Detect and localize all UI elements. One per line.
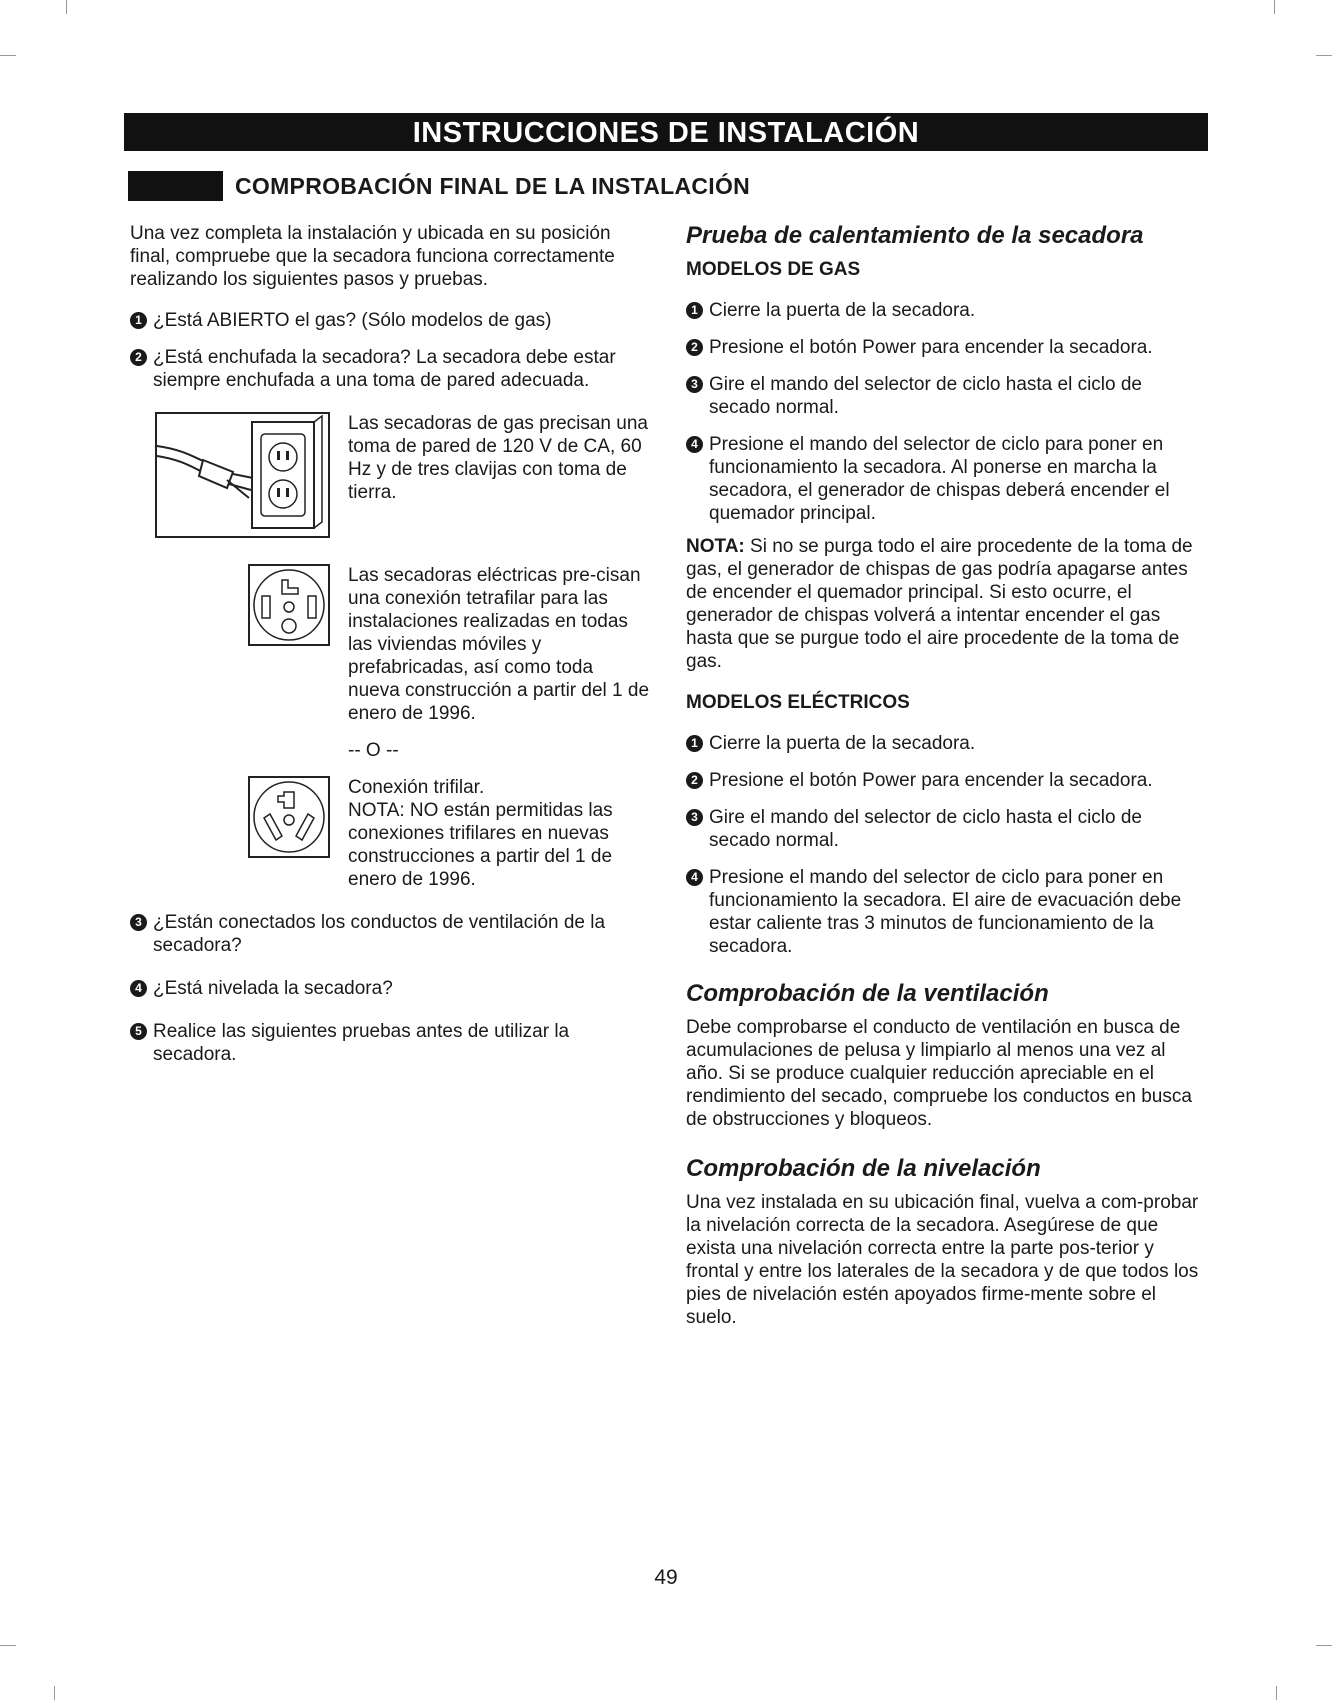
check-step-3 bbox=[130, 911, 650, 957]
crop-mark bbox=[66, 0, 67, 14]
gas-step-1 bbox=[686, 299, 1206, 322]
vent-check-text: Debe comprobarse el conducto de ventilación en busca de acumulaciones de pelusa y limpiarlo al menos una vez al año. Si se produce cualquier reducción apreciable en el rendimiento del secado, compruebe los conductos en busca de obstrucciones y bloqueos. bbox=[686, 1017, 1192, 1130]
level-check-text: Una vez instalada en su ubicación final, vuelva a com-probar la nivelación correcta de la secadora. Asegúrese de que exista una nivelación correcta entre la parte pos-terior y frontal y entre los laterales de la secadora y de que todos los pies de nivelación estén apoyados firme-mente sobre el suelo. bbox=[686, 1192, 1199, 1328]
crop-mark bbox=[1274, 0, 1275, 14]
crop-mark bbox=[1316, 55, 1332, 56]
figure-gas-outlet bbox=[155, 412, 650, 544]
step-number-badge: 1 bbox=[686, 302, 703, 319]
gas-step-4 bbox=[686, 433, 1206, 525]
step-text: Presione el mando del selector de ciclo para poner en funcionamiento la secadora. El aire de evacuación debe estar caliente tras 3 minutos de funcionamiento de la secadora. bbox=[709, 867, 1182, 957]
note-label: NOTA: bbox=[686, 536, 745, 557]
check-step-2 bbox=[130, 346, 650, 392]
right-column bbox=[686, 222, 1206, 1329]
step-number-badge: 3 bbox=[686, 809, 703, 826]
section-marker bbox=[128, 171, 223, 201]
electric-step-4 bbox=[686, 866, 1206, 958]
step-text: Cierre la puerta de la secadora. bbox=[709, 300, 976, 321]
check-step-5 bbox=[130, 1020, 650, 1066]
crop-mark bbox=[1316, 1645, 1332, 1646]
step-text: Cierre la puerta de la secadora. bbox=[709, 733, 976, 754]
electric-step-1 bbox=[686, 732, 1206, 755]
step-number-badge: 4 bbox=[686, 436, 703, 453]
level-check-title: Comprobación de la nivelación bbox=[686, 1155, 1041, 1182]
crop-mark bbox=[0, 55, 16, 56]
page-banner: INSTRUCCIONES DE INSTALACIÓN bbox=[124, 113, 1208, 151]
step-text: Presione el botón Power para encender la secadora. bbox=[709, 337, 1153, 358]
electric-step-3 bbox=[686, 806, 1206, 852]
step-number-badge: 3 bbox=[686, 376, 703, 393]
intro-paragraph: Una vez completa la instalación y ubicada en su posición final, compruebe que la secadora funciona correctamente realizando los siguientes pasos y pruebas. bbox=[130, 223, 615, 290]
step-number-badge: 5 bbox=[130, 1023, 147, 1040]
crop-mark bbox=[0, 1645, 16, 1646]
step-text: Gire el mando del selector de ciclo hasta el ciclo de secado normal. bbox=[709, 807, 1143, 851]
step-text: Realice las siguientes pruebas antes de utilizar la secadora. bbox=[153, 1021, 570, 1065]
figure-3wire-outlet bbox=[248, 776, 650, 891]
3wire-outlet-illustration bbox=[248, 776, 330, 864]
step-number-badge: 2 bbox=[130, 349, 147, 366]
step-number-badge: 3 bbox=[130, 914, 147, 931]
step-text: Gire el mando del selector de ciclo hasta el ciclo de secado normal. bbox=[709, 374, 1143, 418]
4wire-outlet-illustration bbox=[248, 564, 330, 652]
3wire-note: NOTA: NO están permitidas las conexiones trifilares en nuevas construcciones a partir del 1 de enero de 1996. bbox=[348, 800, 613, 890]
vent-check-title: Comprobación de la ventilación bbox=[686, 980, 1049, 1007]
gas-note bbox=[686, 535, 1206, 673]
step-text: ¿Están conectados los conductos de ventilación de la secadora? bbox=[153, 912, 606, 956]
gas-outlet-text: Las secadoras de gas precisan una toma de pared de 120 V de CA, 60 Hz y de tres clavijas con toma de tierra. bbox=[348, 413, 648, 503]
3wire-label: Conexión trifilar. bbox=[348, 777, 485, 798]
note-text: Si no se purga todo el aire procedente de la toma de gas, el generador de chispas de gas podría apagarse antes de encender el quemador principal. Si esto ocurre, el generador de chispas volverá a intentar encender el gas hasta que se purgue todo el aire procedente de la toma de gas. bbox=[686, 536, 1193, 672]
step-text: Presione el mando del selector de ciclo para poner en funcionamiento la secadora. Al ponerse en marcha la secadora, el generador de chispas deberá encender el quemador principal. bbox=[709, 434, 1170, 524]
step-text: ¿Está nivelada la secadora? bbox=[153, 978, 393, 999]
step-number-badge: 4 bbox=[686, 869, 703, 886]
electric-step-2 bbox=[686, 769, 1206, 792]
step-number-badge: 2 bbox=[686, 339, 703, 356]
check-step-4 bbox=[130, 977, 650, 1000]
gas-outlet-illustration bbox=[155, 412, 330, 544]
step-text: Presione el botón Power para encender la secadora. bbox=[709, 770, 1153, 791]
step-text: ¿Está enchufada la secadora? La secadora debe estar siempre enchufada a una toma de pared adecuada. bbox=[153, 347, 616, 391]
check-step-1 bbox=[130, 309, 650, 332]
figure-4wire-outlet bbox=[248, 564, 650, 725]
crop-mark bbox=[54, 1686, 55, 1700]
gas-step-3 bbox=[686, 373, 1206, 419]
section-title: COMPROBACIÓN FINAL DE LA INSTALACIÓN bbox=[235, 172, 751, 199]
step-number-badge: 2 bbox=[686, 772, 703, 789]
or-separator: -- O -- bbox=[348, 740, 399, 761]
page-number: 49 bbox=[654, 1566, 678, 1589]
4wire-outlet-text: Las secadoras eléctricas pre-cisan una conexión tetrafilar para las instalaciones realizadas en todas las viviendas móviles y prefabricadas, así como toda nueva construcción a partir del 1 de enero de 1996. bbox=[348, 565, 650, 724]
crop-mark bbox=[1276, 1686, 1277, 1700]
left-column bbox=[130, 222, 650, 1080]
section-header bbox=[128, 171, 750, 201]
heat-test-title: Prueba de calentamiento de la secadora bbox=[686, 222, 1144, 249]
electric-models-heading: MODELOS ELÉCTRICOS bbox=[686, 692, 910, 713]
gas-models-heading: MODELOS DE GAS bbox=[686, 259, 861, 280]
3wire-outlet-text bbox=[348, 776, 650, 891]
step-number-badge: 1 bbox=[130, 312, 147, 329]
gas-step-2 bbox=[686, 336, 1206, 359]
step-text: ¿Está ABIERTO el gas? (Sólo modelos de gas) bbox=[153, 310, 552, 331]
step-number-badge: 4 bbox=[130, 980, 147, 997]
step-number-badge: 1 bbox=[686, 735, 703, 752]
